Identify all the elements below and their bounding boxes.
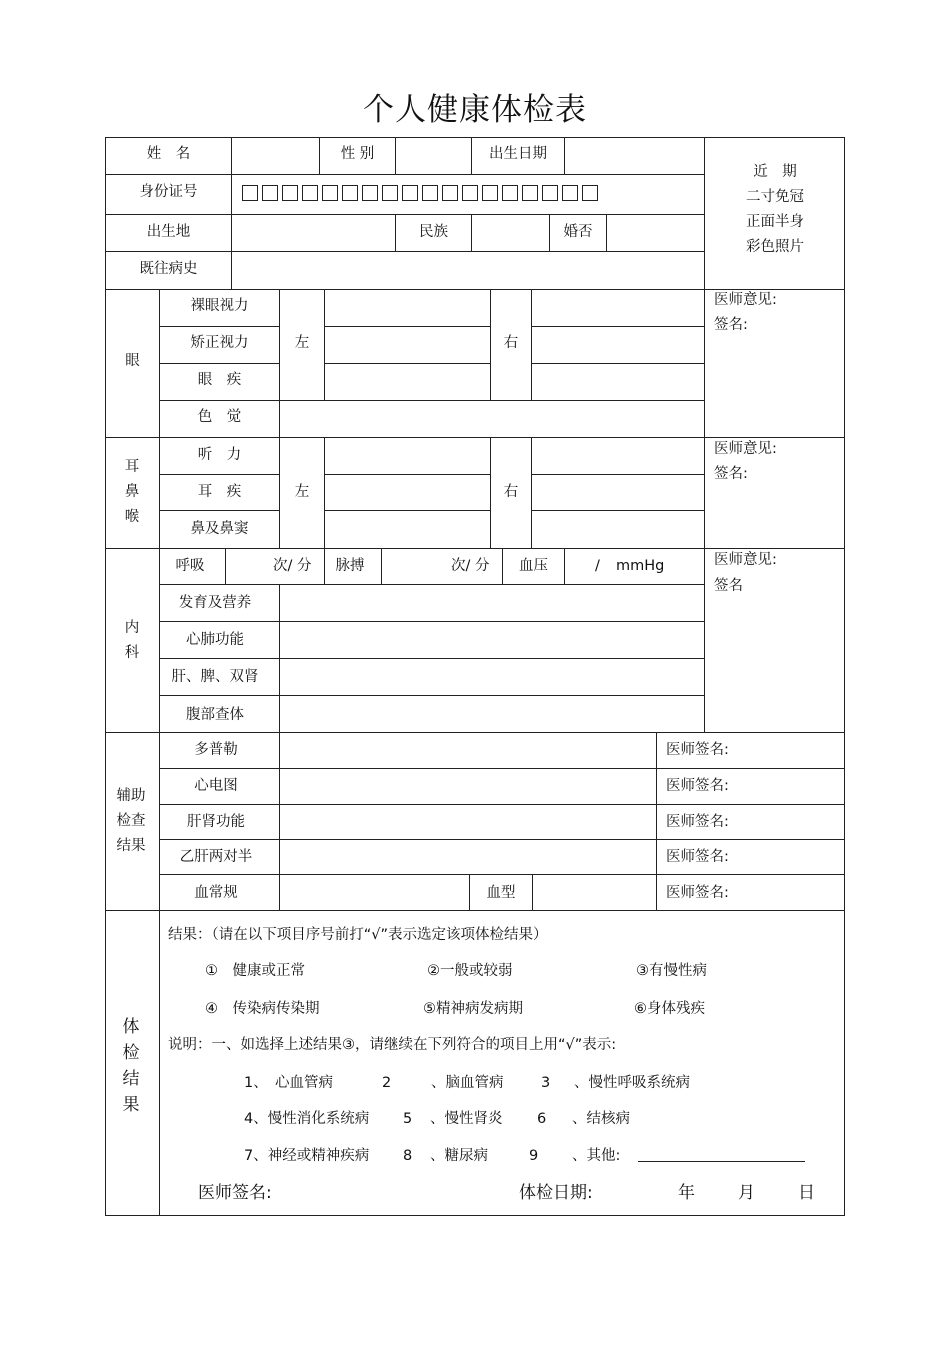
internal-signature: 签名 <box>714 578 743 594</box>
disease-item-2[interactable]: 、脑血管病 <box>431 1075 504 1091</box>
table-line <box>279 584 280 732</box>
internal-doctor-opinion: 医师意见: <box>714 552 777 568</box>
gender-label: 性 别 <box>340 146 375 162</box>
hepatitis-label: 乙肝两对半 <box>179 849 253 865</box>
internal-section-label: 内科 <box>124 620 140 661</box>
table-line <box>656 732 657 910</box>
table-line <box>471 214 472 251</box>
disease-item-3[interactable]: 、慢性呼吸系统病 <box>574 1075 690 1091</box>
table-line <box>324 289 325 400</box>
eye-left-label: 左 <box>294 335 310 351</box>
table-line <box>105 732 845 733</box>
id-digit-box[interactable] <box>262 185 278 201</box>
table-line <box>160 768 845 769</box>
table-line <box>531 326 705 327</box>
breath-label: 呼吸 <box>175 558 205 574</box>
id-digit-box[interactable] <box>422 185 438 201</box>
result-intro: 结果：（请在以下项目序号前打“√”表示选定该项体检结果） <box>168 927 548 943</box>
table-line <box>105 174 705 175</box>
liver-kidney-label: 肝肾功能 <box>187 814 245 830</box>
result-doctor-sign: 医师签名: <box>198 1183 272 1203</box>
page-title: 个人健康体检表 <box>363 92 587 128</box>
birth-date-label: 出生日期 <box>489 146 547 162</box>
marital-label: 婚否 <box>563 224 593 240</box>
result-option-6[interactable]: ⑥身体残疾 <box>634 1001 705 1017</box>
result-option-4[interactable]: ④ 传染病传染期 <box>205 1001 320 1017</box>
table-line <box>160 621 705 622</box>
development-label: 发育及营养 <box>178 595 252 611</box>
pulse-unit: 次/ 分 <box>451 558 490 574</box>
result-option-2[interactable]: ②一般或较弱 <box>427 963 513 979</box>
id-digit-box[interactable] <box>542 185 558 201</box>
id-number-label: 身份证号 <box>139 184 198 200</box>
photo-text: 彩色照片 <box>746 239 804 255</box>
ear-disease-label: 耳 疾 <box>197 484 242 500</box>
table-line <box>160 584 705 585</box>
year-label: 年 <box>678 1183 695 1203</box>
table-line <box>160 695 705 696</box>
table-line <box>160 400 705 401</box>
table-line <box>531 437 532 548</box>
day-label: 日 <box>798 1183 815 1203</box>
photo-text: 正面半身 <box>746 214 804 230</box>
doctor-sign-label: 医师签名: <box>666 849 729 865</box>
hearing-label: 听 力 <box>197 447 242 463</box>
heart-lung-label: 心肺功能 <box>186 632 244 648</box>
id-digit-box[interactable] <box>462 185 478 201</box>
ent-right-label: 右 <box>503 484 519 500</box>
eye-right-label: 右 <box>503 335 519 351</box>
table-line <box>531 510 705 511</box>
table-line <box>105 437 845 438</box>
disease-item-6[interactable]: 、结核病 <box>572 1111 630 1127</box>
table-line <box>160 804 845 805</box>
eye-doctor-opinion: 医师意见: <box>714 292 777 308</box>
disease-item-4[interactable]: 4、慢性消化系统病 <box>244 1111 370 1127</box>
disease-item-7[interactable]: 7、神经或精神疾病 <box>244 1148 370 1164</box>
result-option-1[interactable]: ① 健康或正常 <box>205 963 305 979</box>
table-line <box>279 732 280 910</box>
ethnicity-label: 民族 <box>419 224 448 240</box>
disease-number-8: 8 <box>403 1148 413 1164</box>
id-digit-box[interactable] <box>502 185 518 201</box>
table-line <box>225 548 226 584</box>
other-input-line[interactable] <box>638 1161 805 1162</box>
blood-type-label: 血型 <box>486 885 516 901</box>
id-digit-box[interactable] <box>442 185 458 201</box>
id-digit-box[interactable] <box>322 185 338 201</box>
table-line <box>606 214 607 251</box>
doctor-sign-label: 医师签名: <box>666 885 729 901</box>
table-line <box>324 510 490 511</box>
table-line <box>564 548 565 584</box>
liver-spleen-label: 肝、脾、双肾 <box>171 669 259 685</box>
table-line <box>105 289 845 290</box>
birthplace-label: 出生地 <box>146 224 191 240</box>
table-line <box>279 289 280 548</box>
doctor-sign-label: 医师签名: <box>666 778 729 794</box>
eye-section-label: 眼 <box>125 353 140 369</box>
disease-number-6: 6 <box>537 1111 547 1127</box>
disease-number-3: 3 <box>541 1075 551 1091</box>
table-line <box>531 289 532 400</box>
photo-text: 二寸免冠 <box>746 189 804 205</box>
exam-date-label: 体检日期: <box>519 1183 593 1203</box>
bp-slash: / <box>595 558 600 574</box>
table-line <box>160 874 845 875</box>
id-digit-box[interactable] <box>582 185 598 201</box>
id-digit-box[interactable] <box>362 185 378 201</box>
aux-section-label: 辅助检查结果 <box>116 788 146 854</box>
disease-item-1[interactable]: 1、 心血管病 <box>244 1075 333 1091</box>
table-line <box>105 251 705 252</box>
id-digit-box[interactable] <box>342 185 358 201</box>
id-digit-box[interactable] <box>282 185 298 201</box>
table-line <box>395 137 396 174</box>
ent-section-label: 耳鼻喉 <box>124 459 140 525</box>
table-line <box>160 658 705 659</box>
table-line <box>564 137 565 174</box>
table-line <box>231 137 232 289</box>
photo-placeholder <box>705 160 845 260</box>
history-label: 既往病史 <box>139 261 198 277</box>
id-digit-box[interactable] <box>302 185 318 201</box>
month-label: 月 <box>738 1183 755 1203</box>
abdomen-label: 腹部查体 <box>186 707 244 723</box>
table-line <box>105 214 705 215</box>
doctor-sign-label: 医师签名: <box>666 742 729 758</box>
table-line <box>324 326 490 327</box>
doppler-label: 多普勒 <box>194 742 238 758</box>
ecg-label: 心电图 <box>194 778 238 794</box>
result-section-label: 体检结果 <box>122 1017 140 1115</box>
table-line <box>160 839 845 840</box>
id-digit-box[interactable] <box>402 185 418 201</box>
disease-number-9: 9 <box>529 1148 539 1164</box>
color-sense-label: 色 觉 <box>197 409 242 425</box>
result-note: 说明：一、如选择上述结果③，请继续在下列符合的项目上用“√”表示: <box>168 1037 617 1053</box>
table-line <box>531 363 705 364</box>
disease-item-9[interactable]: 、其他: <box>572 1148 621 1164</box>
id-number-boxes[interactable] <box>242 185 598 201</box>
id-digit-box[interactable] <box>482 185 498 201</box>
breath-unit: 次/ 分 <box>273 558 312 574</box>
disease-number-5: 5 <box>403 1111 413 1127</box>
ent-left-label: 左 <box>294 484 310 500</box>
table-line <box>105 910 845 911</box>
ent-signature: 签名: <box>714 466 748 482</box>
id-digit-box[interactable] <box>382 185 398 201</box>
table-line <box>160 363 280 364</box>
table-line <box>324 437 325 548</box>
nose-label: 鼻及鼻窦 <box>190 521 249 537</box>
disease-item-8[interactable]: 、糖尿病 <box>430 1148 488 1164</box>
disease-item-5[interactable]: 、慢性肾炎 <box>430 1111 503 1127</box>
blood-pressure-label: 血压 <box>519 558 548 574</box>
table-line <box>532 874 533 910</box>
disease-number-2: 2 <box>382 1075 392 1091</box>
doctor-sign-label: 医师签名: <box>666 814 729 830</box>
ent-doctor-opinion: 医师意见: <box>714 441 777 457</box>
result-option-5[interactable]: ⑤精神病发病期 <box>423 1001 523 1017</box>
eye-signature: 签名: <box>714 317 748 333</box>
corrected-vision-label: 矫正视力 <box>190 335 249 351</box>
name-label: 姓 名 <box>146 146 191 162</box>
bp-unit: mmHg <box>616 558 665 574</box>
id-digit-box[interactable] <box>242 185 258 201</box>
id-digit-box[interactable] <box>522 185 538 201</box>
table-line <box>160 326 280 327</box>
result-option-3[interactable]: ③有慢性病 <box>636 963 707 979</box>
photo-text: 近 期 <box>753 164 797 180</box>
table-line <box>381 548 382 584</box>
table-line <box>531 474 705 475</box>
table-line <box>324 363 490 364</box>
pulse-label: 脉搏 <box>335 558 365 574</box>
blood-routine-label: 血常规 <box>194 885 238 901</box>
table-line <box>160 474 280 475</box>
eye-disease-label: 眼 疾 <box>197 372 242 388</box>
table-line <box>105 548 845 549</box>
naked-vision-label: 裸眼视力 <box>190 298 249 314</box>
id-digit-box[interactable] <box>562 185 578 201</box>
table-line <box>160 510 280 511</box>
table-line <box>324 474 490 475</box>
